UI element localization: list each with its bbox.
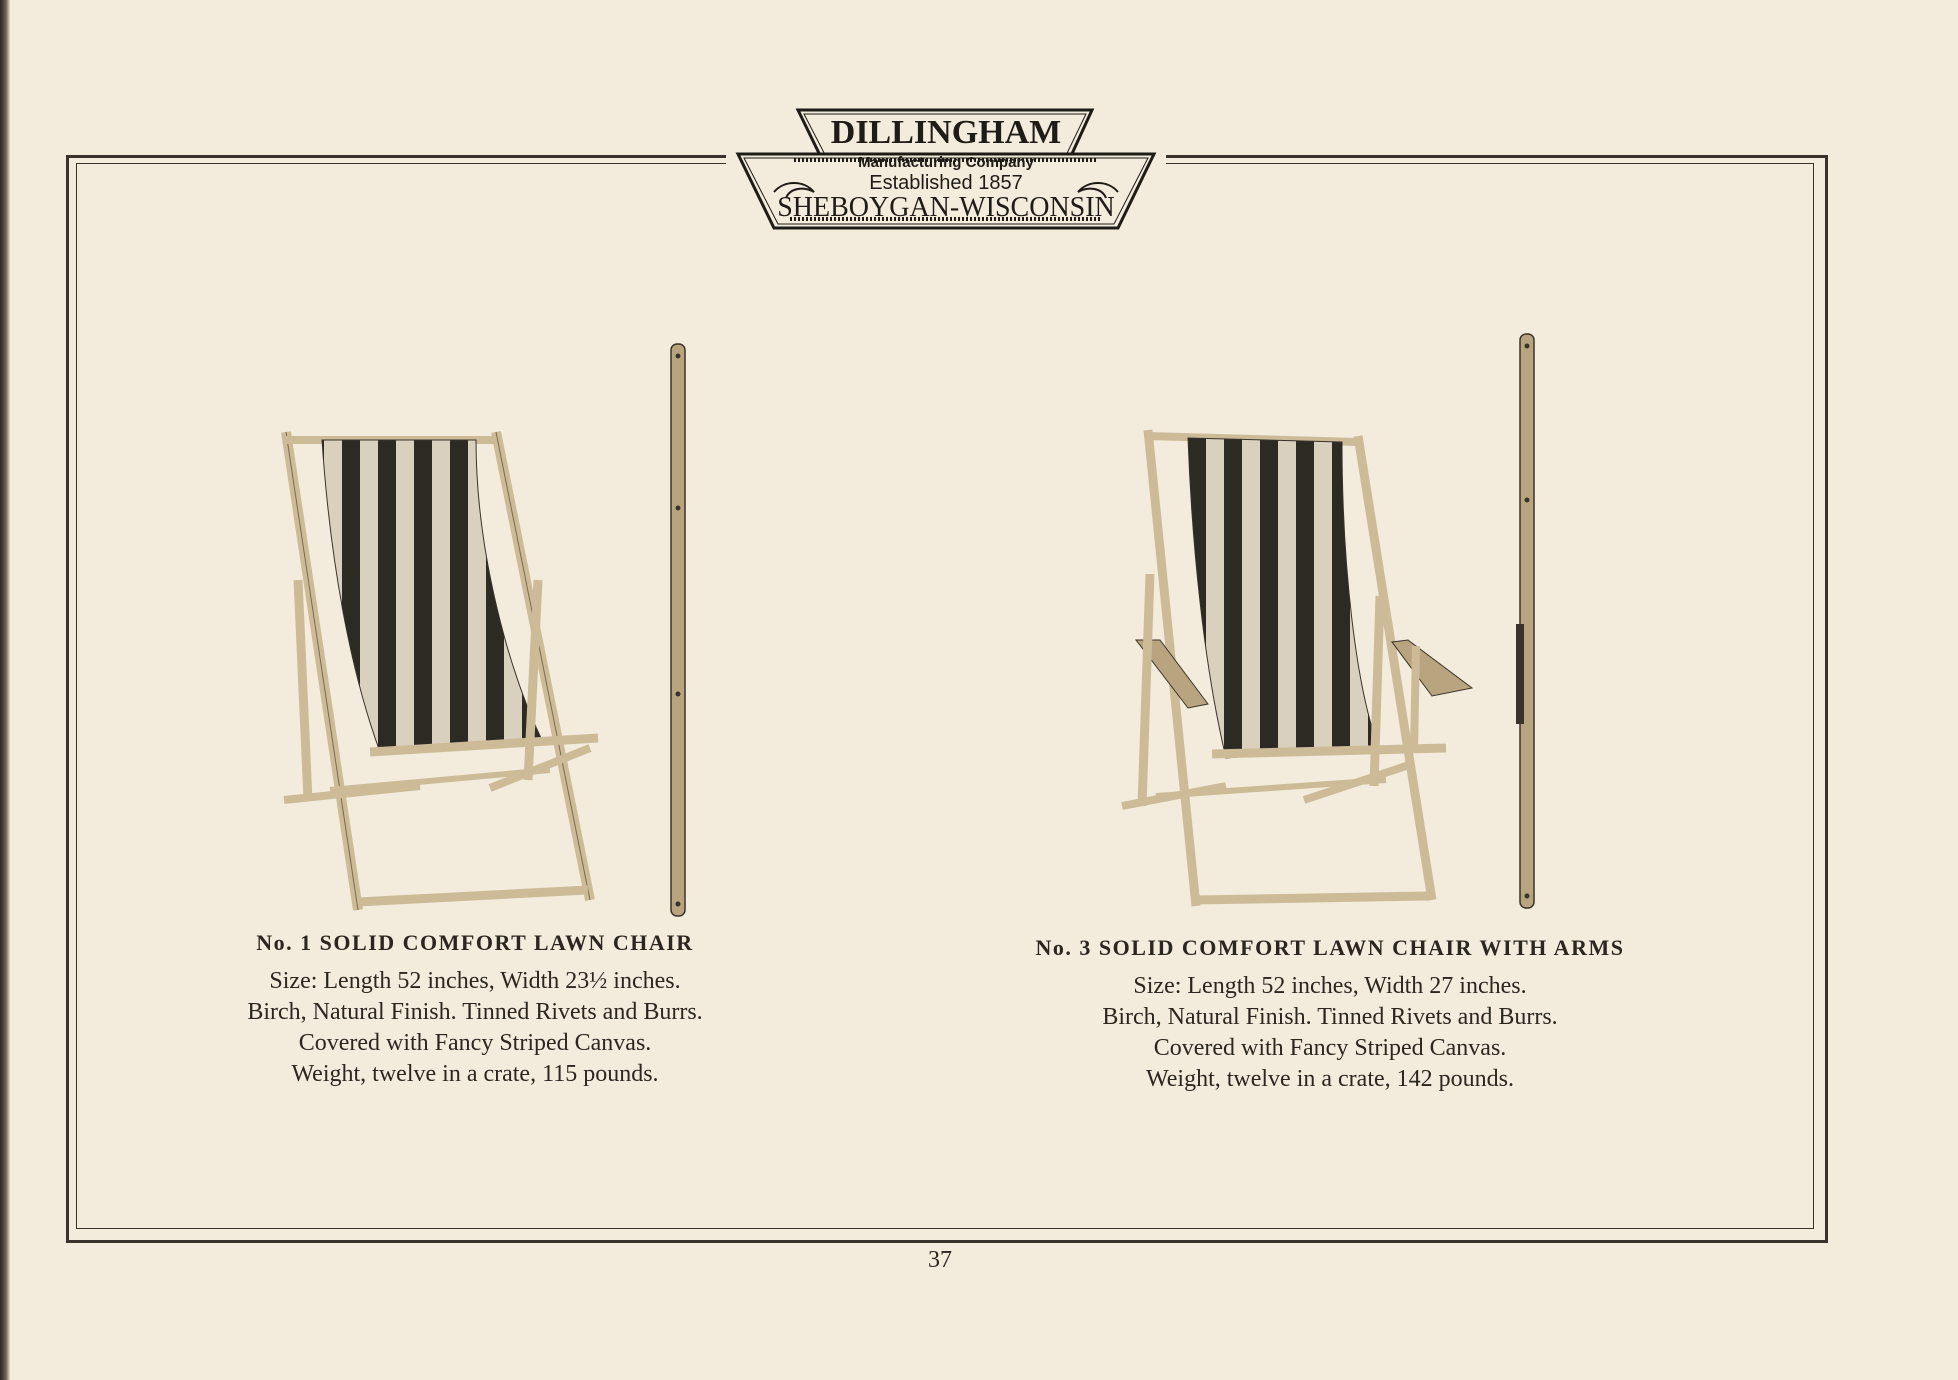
product-weight: Weight, twelve in a crate, 115 pounds. <box>291 1061 659 1087</box>
product-cover: Covered with Fancy Striped Canvas. <box>298 1030 652 1056</box>
wooden-slat-icon <box>666 342 690 918</box>
company-logo <box>734 108 1158 230</box>
product-title: No. 1 SOLID COMFORT LAWN CHAIR <box>256 930 694 955</box>
company-name: DILLINGHAM <box>830 114 1062 151</box>
product-material: Birch, Natural Finish. Tinned Rivets and Burrs. <box>247 999 703 1025</box>
product-cover: Covered with Fancy Striped Canvas. <box>1153 1035 1507 1061</box>
product-weight: Weight, twelve in a crate, 142 pounds. <box>1146 1066 1514 1092</box>
product-rail-2 <box>1514 332 1540 910</box>
product-caption-1 <box>150 930 800 1090</box>
product-size: Size: Length 52 inches, Width 23½ inches. <box>269 968 681 994</box>
wooden-slat-with-bracket-icon <box>1514 332 1540 910</box>
product-caption-2 <box>960 935 1700 1095</box>
product-title: No. 3 SOLID COMFORT LAWN CHAIR WITH ARMS <box>1035 935 1625 960</box>
product-material: Birch, Natural Finish. Tinned Rivets and Burrs. <box>1102 1004 1558 1030</box>
striped-lawn-chair-with-arms-icon <box>1116 426 1476 926</box>
page-number: 37 <box>928 1247 952 1273</box>
product-image-chair-1 <box>270 340 710 920</box>
book-spine-edge <box>0 0 10 1380</box>
product-rail-1 <box>666 342 690 918</box>
product-image-chair-2 <box>1116 426 1476 926</box>
company-location: SHEBOYGAN-WISCONSIN <box>777 192 1115 223</box>
established-year: Established 1857 <box>869 172 1023 194</box>
product-size: Size: Length 52 inches, Width 27 inches. <box>1133 973 1527 999</box>
striped-lawn-chair-icon <box>270 340 710 920</box>
company-subtitle: Manufacturing Company <box>858 154 1034 171</box>
